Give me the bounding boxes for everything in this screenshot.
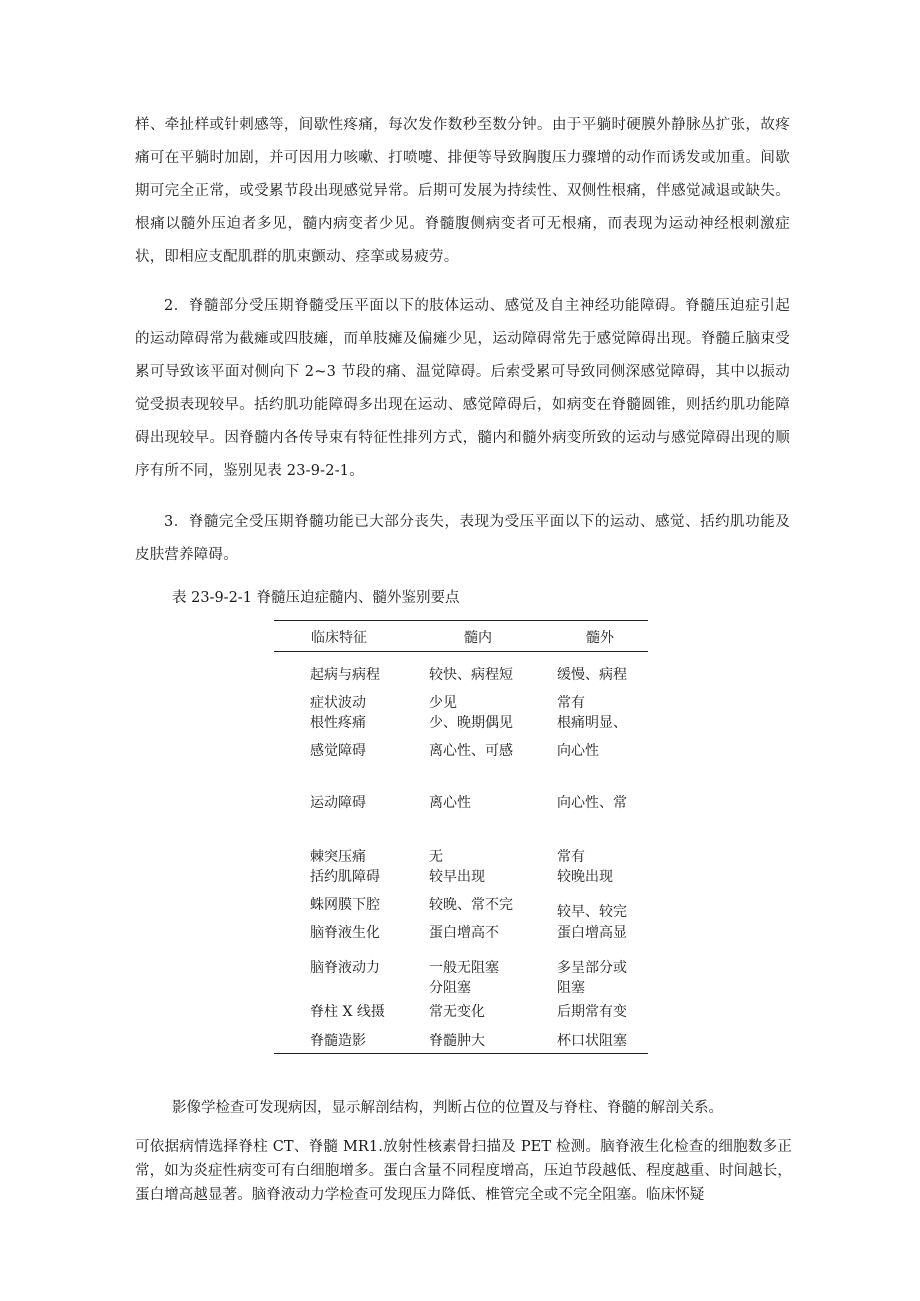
table-cell: 阻塞 (557, 980, 585, 996)
table-cell: 蛋白增高不 (429, 925, 499, 941)
table-cell: 较晚、常不完 (429, 897, 513, 913)
paragraph-partial-compression: 2．脊髓部分受压期脊髓受压平面以下的肢体运动、感觉及自主神经功能障碍。脊髓压迫症引起的运动障碍常为截瘫或四肢瘫，而单肢瘫及偏瘫少见，运动障碍常先于感觉障碍出现。脊髓丘脑束受累可导致该平面对侧向下 2~3 节段的痛、温觉障碍。后索受累可导致同侧深感觉障碍，其中以振动觉受损表现较早。括约肌功能障碍多出现在运动、感觉障碍后，如病变在脊髓圆锥，则括约肌功能障碍出现较早。因脊髓内各传导束有特征性排列方式，髓内和髓外病变所致的运动与感觉障碍出现的顺序有所不同，鉴别见表 23-9-2-1。 (135, 298, 790, 479)
table-cell: 向心性、常 (557, 795, 627, 811)
table-cell: 脑脊液动力 (310, 960, 380, 976)
paragraph-imaging: 影像学检查可发现病因，显示解剖结构，判断占位的位置及与脊柱、脊髓的解剖关系。 (172, 1100, 723, 1116)
table-cell: 离心性、可感 (429, 743, 513, 759)
table-cell: 脊柱 X 线摄 (310, 1004, 385, 1020)
table-header-extramedullary: 髓外 (586, 630, 614, 646)
paragraph-radicular-pain: 样、牵扯样或针刺感等，间歇性疼痛，每次发作数秒至数分钟。由于平躺时硬膜外静脉丛扩张，故疼痛可在平躺时加剧，并可因用力咳嗽、打喷嚏、排便等导致胸腹压力骤增的动作而诱发或加重。间歇期可完全正常，或受累节段出现感觉异常。后期可发展为持续性、双侧性根痛，伴感觉减退或缺失。根痛以髓外压迫者多见，髓内病变者少见。脊髓腹侧病变者可无根痛，而表现为运动神经根刺激症状，即相应支配肌群的肌束颤动、痉挛或易疲劳。 (135, 117, 790, 265)
table-cell: 常无变化 (429, 1004, 485, 1020)
table-cell: 棘突压痛 (310, 849, 366, 865)
table-cell: 常有 (557, 695, 585, 711)
table-cell: 根痛明显、 (557, 715, 627, 731)
table-cell: 一般无阻塞 (429, 960, 499, 976)
table-cell: 较晚出现 (557, 869, 613, 885)
table-header-rule (274, 651, 648, 652)
table-cell: 脊髓造影 (310, 1033, 366, 1049)
table-cell: 缓慢、病程 (557, 667, 627, 683)
table-header-feature: 临床特征 (311, 630, 367, 646)
table-cell: 杯口状阻塞 (557, 1033, 627, 1049)
table-cell: 离心性 (429, 795, 471, 811)
table-cell: 较早出现 (429, 869, 485, 885)
table-cell: 少、晚期偶见 (429, 715, 513, 731)
table-cell: 常有 (557, 849, 585, 865)
table-cell: 后期常有变 (557, 1004, 627, 1020)
table-caption: 表 23-9-2-1 脊髓压迫症髓内、髓外鉴别要点 (172, 590, 460, 606)
table-cell: 根性疼痛 (310, 715, 366, 731)
table-header-intramedullary: 髓内 (464, 630, 492, 646)
differential-table (274, 620, 648, 1054)
paragraph-complete-compression: 3．脊髓完全受压期脊髓功能已大部分丧失，表现为受压平面以下的运动、感觉、括约肌功能及皮肤营养障碍。 (135, 514, 790, 563)
table-cell: 脑脊液生化 (310, 925, 380, 941)
table-cell: 症状波动 (310, 695, 366, 711)
table-cell: 感觉障碍 (310, 743, 366, 759)
table-cell: 起病与病程 (310, 667, 380, 683)
table-cell: 蛋白增高显 (557, 925, 627, 941)
table-cell: 少见 (429, 695, 457, 711)
table-cell: 运动障碍 (310, 795, 366, 811)
table-cell: 括约肌障碍 (310, 869, 380, 885)
table-cell: 脊髓肿大 (429, 1033, 485, 1049)
paragraph-examinations: 可依据病情选择脊柱 CT、脊髓 MR1.放射性核素骨扫描及 PET 检测。脑脊液生化检查的细胞数多正常，如为炎症性病变可有白细胞增多。蛋白含量不同程度增高，压迫节段越低、程度越重、时间越长，蛋白增高越显著。脑脊液动力学检查可发现压力降低、椎管完全或不完全阻塞。临床怀疑 (135, 1139, 792, 1203)
table-cell: 向心性 (557, 743, 599, 759)
table-cell: 多呈部分或 (557, 960, 627, 976)
table-cell: 分阻塞 (429, 980, 471, 996)
table-cell: 较早、较完 (557, 904, 627, 920)
table-cell: 无 (429, 849, 443, 865)
table-cell: 蛛网膜下腔 (310, 897, 380, 913)
table-cell: 较快、病程短 (429, 667, 513, 683)
